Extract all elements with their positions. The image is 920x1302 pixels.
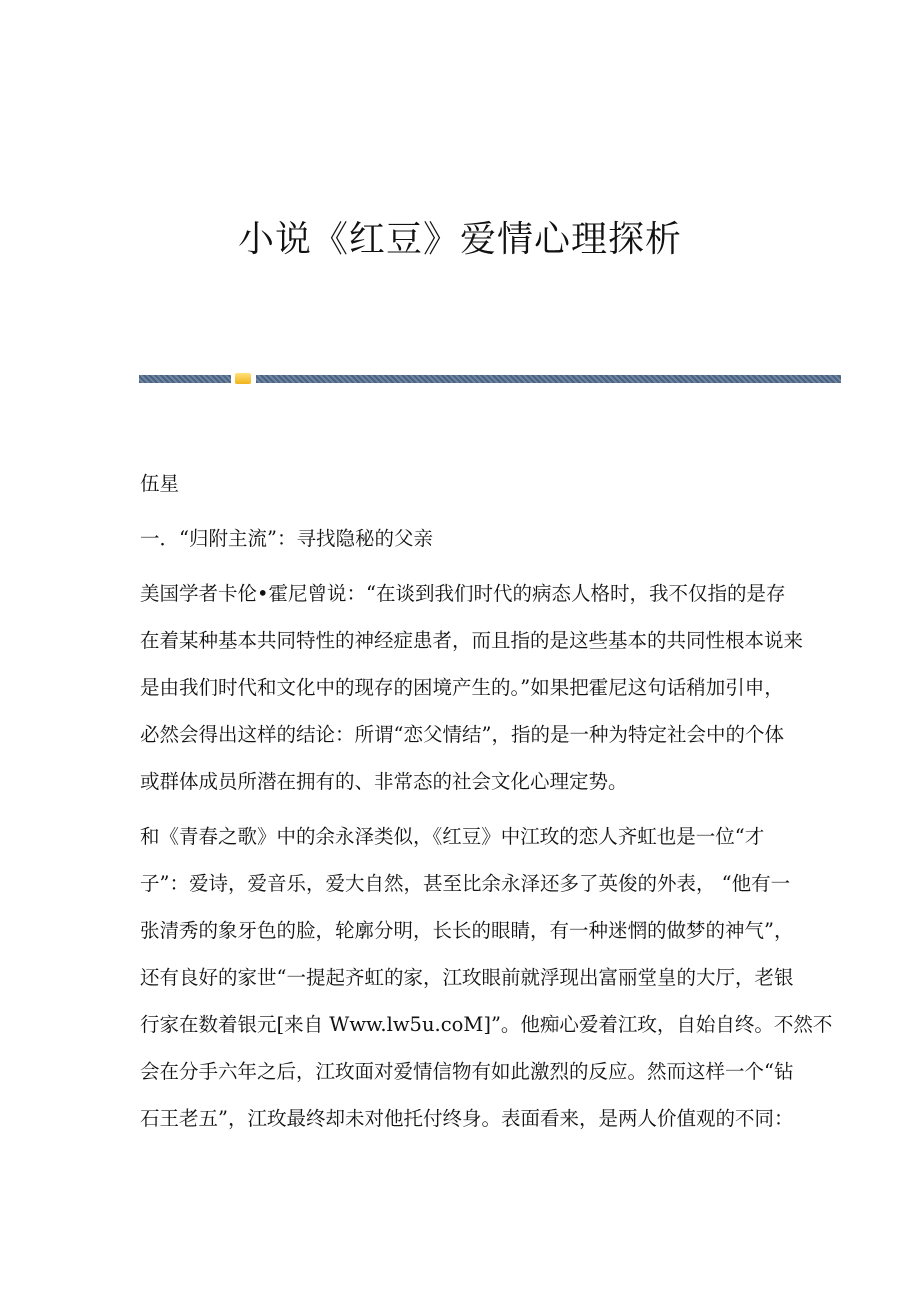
divider-bar-left	[139, 375, 231, 383]
text-line: 和《青春之歌》中的余永泽类似，《红豆》中江玫的恋人齐虹也是一位“才	[140, 825, 765, 848]
text-line: 石王老五”，江玫最终却未对他托付终身。表面看来，是两人价值观的不同：	[140, 1107, 794, 1130]
divider-bar-right	[256, 375, 841, 383]
text-line: 会在分手六年之后，江玫面对爱情信物有如此激烈的反应。然而这样一个“钻	[140, 1060, 794, 1083]
text-line: 行家在数着银元[来自 Www.lw5u.coM]”。他痴心爱着江玫，自始自终。不然不	[140, 1013, 833, 1036]
text-line: 或群体成员所潜在拥有的、非常态的社会文化心理定势。	[140, 770, 628, 793]
envelope-ornament-icon	[235, 373, 251, 384]
paragraph-2	[140, 823, 833, 1152]
section-heading: 一．“归附主流”：寻找隐秘的父亲	[140, 527, 433, 550]
text-line: 在着某种基本共同特性的神经症患者，而且指的是这些基本的共同性根本说来	[140, 629, 804, 652]
text-line: 必然会得出这样的结论：所谓“恋父情结”，指的是一种为特定社会中的个体	[140, 723, 784, 746]
text-line: 还有良好的家世“一提起齐虹的家，江玫眼前就浮现出富丽堂皇的大厅，老银	[140, 966, 794, 989]
text-line: 子”：爱诗，爱音乐，爱大自然，甚至比余永泽还多了英俊的外表， “他有一	[140, 872, 791, 895]
author: 伍星	[140, 472, 180, 495]
text-line: 美国学者卡伦•霍尼曾说：“在谈到我们时代的病态人格时，我不仅指的是存	[140, 582, 786, 605]
document-title: 小说《红豆》爱情心理探析	[237, 219, 682, 260]
text-line: 张清秀的象牙色的脸，轮廓分明，长长的眼睛，有一种迷惘的做梦的神气”，	[140, 919, 794, 942]
text-line: 是由我们时代和文化中的现存的困境产生的。”如果把霍尼这句话稍加引申，	[140, 676, 784, 699]
document-body	[140, 470, 833, 1152]
decorative-divider	[139, 375, 841, 383]
paragraph-1	[140, 580, 804, 815]
